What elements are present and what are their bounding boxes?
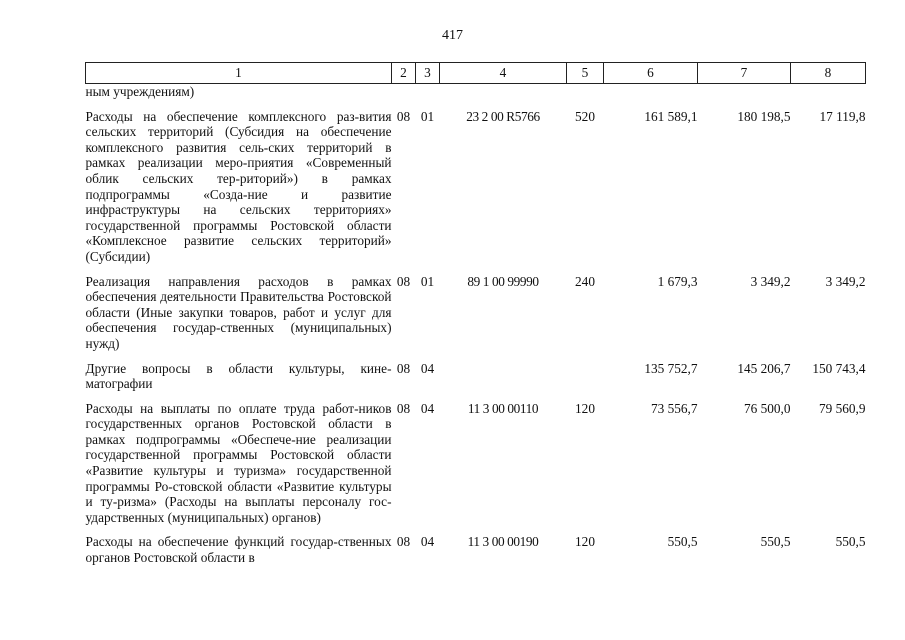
header-cell: 1 [86, 63, 392, 84]
row-name: Расходы на обеспечение комплексного раз-вития сельских территорий (Субсидия на обеспечение комплексного развития сель-ских территорий в рамках реализации меро-приятия «Современный облик сельских тер-риторий») в рамках подпрограммы «Созда-ние и развитие инфраструктуры на сельских территориях» государственной программы Ростовской области «Комплексное развитие сельских территорий» (Субсидии) [85, 108, 392, 264]
row-amount-year1: 550,5 [667, 534, 698, 550]
continuation-row [86, 84, 866, 107]
table-row [86, 107, 866, 272]
budget-table [85, 62, 866, 573]
row-subsection: 04 [420, 400, 435, 416]
row-expense-type: 120 [575, 400, 595, 416]
header-cell: 8 [791, 63, 866, 84]
row-amount-year3: 550,5 [835, 534, 866, 550]
row-amount-year2: 180 198,5 [737, 108, 791, 124]
row-amount-year1: 1 679,3 [657, 273, 698, 289]
continuation-text: ным учреждениям) [85, 84, 195, 99]
header-cell: 7 [698, 63, 791, 84]
row-amount-year3: 79 560,9 [818, 400, 866, 416]
row-section: 08 [396, 108, 411, 124]
row-amount-year3: 17 119,8 [819, 108, 866, 124]
row-section: 08 [396, 360, 411, 376]
row-name: Другие вопросы в области культуры, кине-матографии [85, 360, 392, 392]
row-section: 08 [396, 400, 411, 416]
row-amount-year2: 550,5 [760, 534, 791, 550]
header-cell: 2 [392, 63, 416, 84]
row-expense-type: 240 [575, 273, 595, 289]
row-amount-year1: 135 752,7 [644, 360, 698, 376]
row-section: 08 [396, 534, 411, 550]
row-target-code [440, 359, 567, 399]
row-name: Расходы на обеспечение функций государ-ственных органов Ростовской области в [85, 534, 392, 566]
header-cell: 3 [416, 63, 440, 84]
row-subsection: 01 [420, 108, 435, 124]
header-cell: 6 [604, 63, 698, 84]
row-expense-type: 120 [575, 534, 595, 550]
row-target-code: 11 3 00 00110 [467, 400, 539, 416]
row-subsection: 01 [420, 273, 435, 289]
table-row [86, 532, 866, 572]
row-section: 08 [396, 273, 411, 289]
row-name: Реализация направления расходов в рамках обеспечения деятельности Правительства Ростовской области (Иные закупки товаров, работ и услуг для обеспечения государ-ственных (муниципальных) нужд) [85, 273, 392, 351]
table-row [86, 399, 866, 533]
row-subsection: 04 [420, 534, 435, 550]
row-amount-year3: 3 349,2 [825, 273, 866, 289]
row-amount-year2: 76 500,0 [743, 400, 791, 416]
row-name: Расходы на выплаты по оплате труда работ-ников государственных органов Ростовской области в рамках подпрограммы «Обеспече-ние реализации государственной программы Ростовской области «Развитие культуры и туризма» государственной программы Ро-стовской области «Развитие культуры и ту-ризма» (Расходы на выплаты персоналу гос-ударственных (муниципальных) органов) [85, 400, 392, 525]
row-subsection: 04 [420, 360, 435, 376]
row-target-code: 89 1 00 99990 [467, 273, 539, 289]
page-number: 417 [442, 28, 463, 43]
row-amount-year2: 145 206,7 [737, 360, 791, 376]
table-row [86, 359, 866, 399]
header-row [86, 63, 866, 84]
row-amount-year1: 161 589,1 [644, 108, 698, 124]
row-amount-year2: 3 349,2 [750, 273, 791, 289]
table-row [86, 272, 866, 359]
row-expense-type [567, 359, 604, 399]
header-cell: 5 [567, 63, 604, 84]
row-expense-type: 520 [575, 108, 595, 124]
row-amount-year3: 150 743,4 [812, 360, 866, 376]
row-target-code: 11 3 00 00190 [467, 534, 539, 550]
header-cell: 4 [440, 63, 567, 84]
row-target-code: 23 2 00 R5766 [466, 108, 540, 124]
row-amount-year1: 73 556,7 [650, 400, 698, 416]
